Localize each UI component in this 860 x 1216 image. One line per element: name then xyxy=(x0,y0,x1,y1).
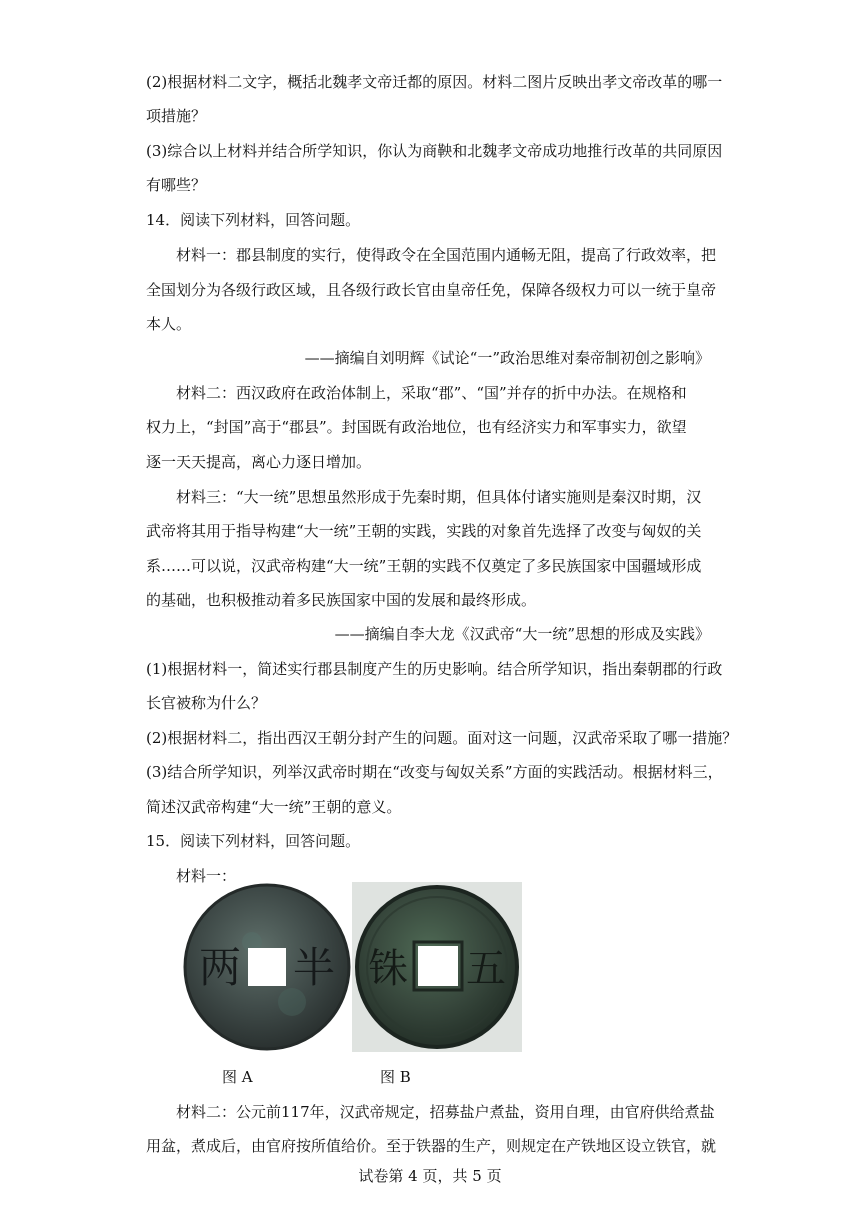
q14-material3-line1: 材料三：“大一统”思想虽然形成于先秦时期，但具体付诸实施则是秦汉时期，汉 xyxy=(176,488,702,506)
q14-material2-line1: 材料二：西汉政府在政治体制上，采取“郡”、“国”并存的折中办法。在规格和 xyxy=(176,384,687,402)
q14-material2-line2: 权力上，“封国”高于“郡县”。封国既有政治地位，也有经济实力和军事实力，欲望 xyxy=(146,418,687,436)
coin-b-left-char: 铢 xyxy=(368,946,408,992)
q13-sub3: (3)综合以上材料并结合所学知识，你认为商鞅和北魏孝文帝成功地推行改革的共同原因 xyxy=(146,142,723,160)
q14-header: 14．阅读下列材料，回答问题。 xyxy=(146,211,361,229)
q13-sub2b: 项措施？ xyxy=(146,107,207,125)
q15-material2-line1: 材料二：公元前117年，汉武帝规定，招募盐户煮盐，资用自理，由官府供给煮盐 xyxy=(176,1103,715,1121)
q14-sub3b: 简述汉武帝构建“大一统”王朝的意义。 xyxy=(146,798,402,816)
q14-sub2: (2)根据材料二，指出西汉王朝分封产生的问题。面对这一问题，汉武帝采取了哪一措施？ xyxy=(146,729,738,747)
q14-material1-line3: 本人。 xyxy=(146,315,192,333)
q13-sub3b: 有哪些？ xyxy=(146,176,207,194)
q14-material1-line2: 全国划分为各级行政区域，且各级行政长官由皇帝任免，保障各级权力可以一统于皇帝 xyxy=(146,281,717,299)
coin-banliang-image xyxy=(182,882,352,1052)
q14-material3-source: ——摘编自李大龙《汉武帝“大一统”思想的形成及实践》 xyxy=(334,625,710,643)
q15-material2-line2: 用盆，煮成后，由官府按所值给价。至于铁器的生产，则规定在产铁地区设立铁官，就 xyxy=(146,1137,717,1155)
q15-material1-label: 材料一： xyxy=(176,867,237,885)
figure-a-caption: 图 A xyxy=(222,1068,253,1086)
q14-material3-line3: 系……可以说，汉武帝构建“大一统”王朝的实践不仅奠定了多民族国家中国疆域形成 xyxy=(146,557,702,575)
coin-a-left-char: 两 xyxy=(198,943,242,992)
q14-material3-line2: 武帝将其用于指导构建“大一统”王朝的实践，实践的对象首先选择了改变与匈奴的关 xyxy=(146,522,702,540)
q14-material3-line4: 的基础，也积极推动着多民族国家中国的发展和最终形成。 xyxy=(146,591,537,609)
q14-material1-line1: 材料一：郡县制度的实行，使得政令在全国范围内通畅无阻，提高了行政效率，把 xyxy=(176,246,717,264)
page-footer: 试卷第 4 页，共 5 页 xyxy=(358,1167,502,1185)
q13-sub2: (2)根据材料二文字，概括北魏孝文帝迁都的原因。材料二图片反映出孝文帝改革的哪一 xyxy=(146,73,723,91)
q14-material2-line3: 逐一天天提高，离心力逐日增加。 xyxy=(146,453,372,471)
coin-wuzhu-image xyxy=(352,882,522,1052)
coin-b-right-char: 五 xyxy=(466,946,506,992)
figure-b-caption: 图 B xyxy=(380,1068,411,1086)
q14-sub1: (1)根据材料一，简述实行郡县制度产生的历史影响。结合所学知识，指出秦朝郡的行政 xyxy=(146,660,723,678)
q14-sub3: (3)结合所学知识，列举汉武帝时期在“改变与匈奴关系”方面的实践活动。根据材料三， xyxy=(146,763,723,781)
coin-a-right-char: 半 xyxy=(292,943,336,992)
q14-sub1b: 长官被称为什么？ xyxy=(146,694,267,712)
q15-header: 15．阅读下列材料，回答问题。 xyxy=(146,832,361,850)
q14-material1-source: ——摘编自刘明辉《试论“一”政治思维对秦帝制初创之影响》 xyxy=(304,349,710,367)
